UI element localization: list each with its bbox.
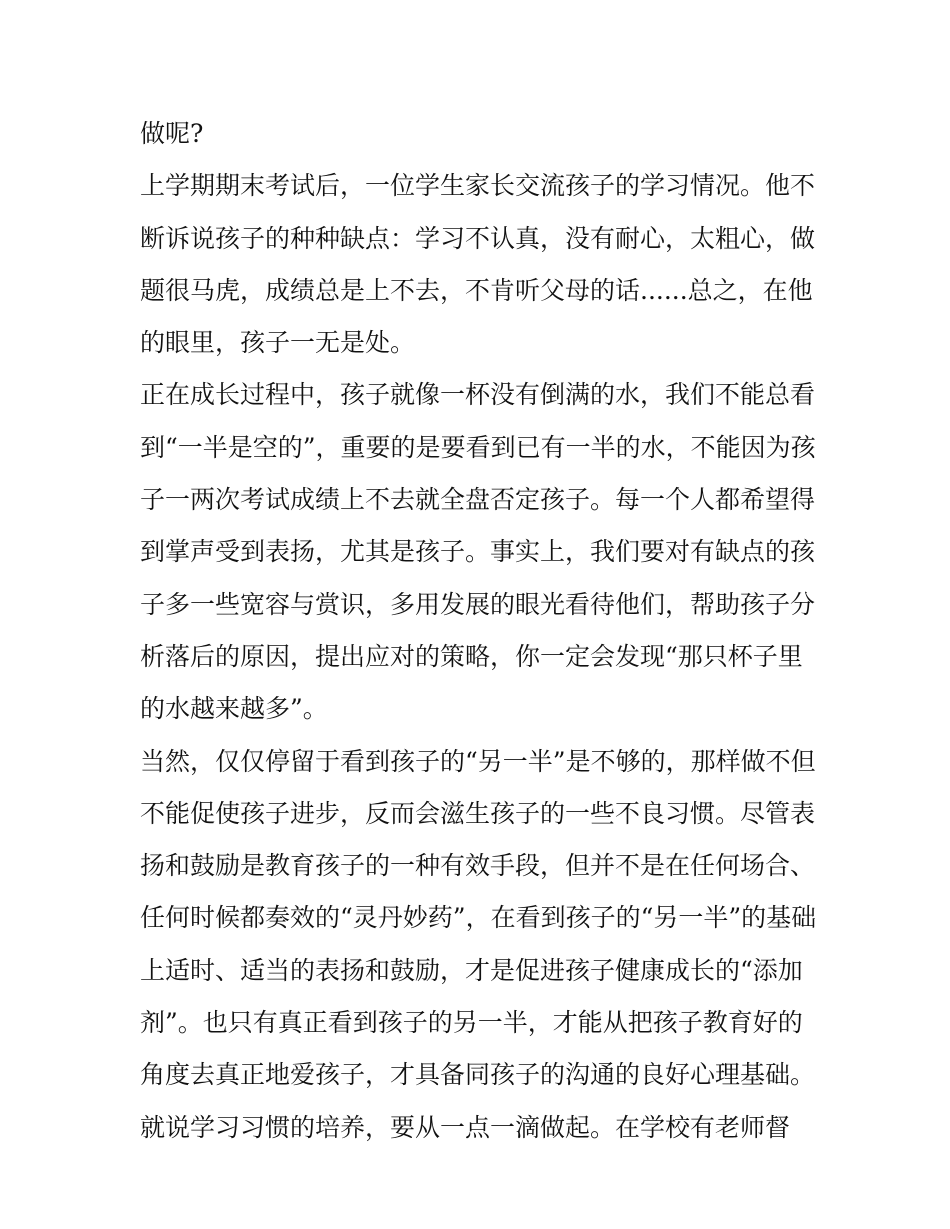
text-line: 到“一半是空的”，重要的是要看到已有一半的水，不能因为孩	[140, 432, 816, 462]
text-line: 角度去真正地爱孩子，才具备同孩子的沟通的良好心理基础。	[140, 1060, 816, 1090]
text-line: 上适时、适当的表扬和鼓励，才是促进孩子健康成长的“添加	[140, 955, 803, 985]
text-line: 的眼里，孩子一无是处。	[140, 328, 416, 358]
text-line: 扬和鼓励是教育孩子的一种有效手段，但并不是在任何场合、	[140, 851, 816, 881]
text-line: 子一两次考试成绩上不去就全盘否定孩子。每一个人都希望得	[140, 485, 816, 515]
text-line: 断诉说孩子的种种缺点：学习不认真，没有耐心，太粗心，做	[140, 223, 816, 253]
text-line: 不能促使孩子进步，反而会滋生孩子的一些不良习惯。尽管表	[140, 798, 816, 828]
text-line: 剂”。也只有真正看到孩子的另一半，才能从把孩子教育好的	[140, 1008, 803, 1038]
text-line: 子多一些宽容与赏识，多用发展的眼光看待他们，帮助孩子分	[140, 589, 816, 619]
text-line: 题很马虎，成绩总是上不去，不肯听父母的话......总之，在他	[140, 275, 813, 305]
text-line: 正在成长过程中，孩子就像一杯没有倒满的水，我们不能总看	[140, 380, 816, 410]
text-line: 析落后的原因，提出应对的策略，你一定会发现“那只杯子里	[140, 641, 803, 671]
text-line: 的水越来越多”。	[140, 694, 328, 724]
text-line: 任何时候都奏效的“灵丹妙药”，在看到孩子的“另一半”的基础	[140, 903, 817, 933]
text-line: 到掌声受到表扬，尤其是孩子。事实上，我们要对有缺点的孩	[140, 537, 816, 567]
text-line: 当然，仅仅停留于看到孩子的“另一半”是不够的，那样做不但	[140, 746, 816, 776]
body-text	[140, 108, 820, 1154]
text-line: 做呢?	[140, 119, 204, 148]
text-line: 就说学习习惯的培养，要从一点一滴做起。在学校有老师督	[140, 1112, 791, 1142]
text-line: 上学期期末考试后，一位学生家长交流孩子的学习情况。他不	[140, 171, 816, 201]
